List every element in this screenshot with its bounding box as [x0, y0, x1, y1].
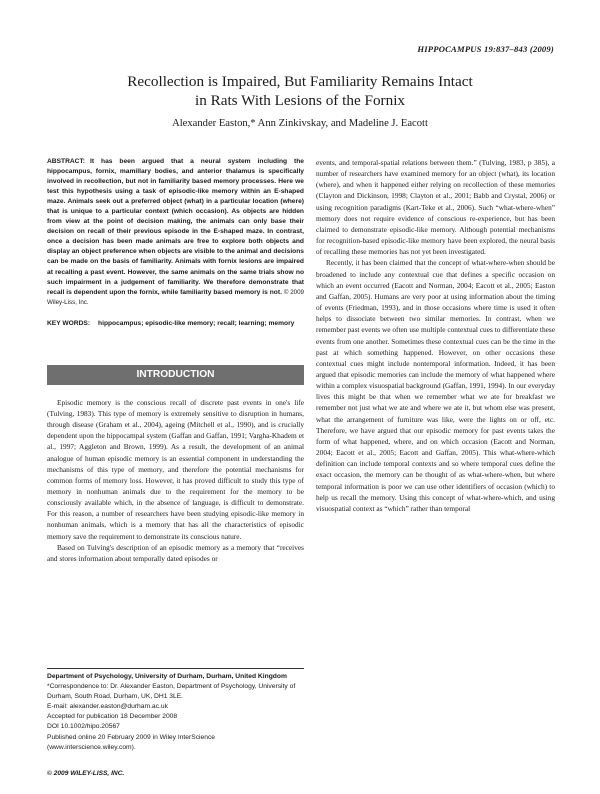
doi: DOI 10.1002/hipo.20567 [47, 723, 120, 731]
affiliation: Department of Psychology, University of Durham, Durham, United Kingdom [47, 673, 287, 680]
published-online: Published online 20 February 2009 in Wiley InterScience (www.interscience.wiley.com). [47, 733, 216, 751]
title-line-2: in Rats With Lesions of the Fornix [194, 92, 406, 109]
abstract-copyright: © 2009 Wiley-Liss, Inc. [47, 288, 304, 306]
left-column [47, 157, 304, 564]
title-line-1: Recollection is Impaired, But Familiarity Remains Intact [127, 73, 473, 90]
correspondence: *Correspondence to: Dr. Alexander Easton, Department of Psychology, University of Durham, South Road, Durham, UK, DH1 3LE. [47, 683, 296, 701]
intro-paragraph: Based on Tulving's description of an episodic memory as a memory that “receives and stores information about temporally dated episodes or [47, 542, 304, 563]
keywords-text: hippocampus; episodic-like memory; recall; learning; memory [98, 319, 295, 327]
keywords-label: KEY WORDS: [47, 319, 91, 327]
accepted-date: Accepted for publication 18 December 2008 [47, 713, 178, 721]
abstract-text: It has been argued that a neural system including the hippocampus, fornix, mamillary bodies, and anterior thalamus is specifically involved in recollection, but not in familiarity based memory processes. Here we test this hypothesis using a task of episodic-like memory within an E-shaped maze. Animals seek out a preferred object (what) in a particular location (where) that is unique to a particular context (which occasion). As objects are hidden from view at the point of decision making, the animals can only base their decision on recall of their previous episode in the E-shaped maze. In contrast, once a decision has been made animals are free to explore both objects and display an object preference when objects are visible to the animal and decisions can be made on the basis of familiarity. Animals with fornix lesions are impaired at recalling a past event. However, the same animals on the same trials show no such impairment in a judgement of familiarity. We therefore demonstrate that recall is dependent upon the fornix, while familiarity based memory is not. [47, 158, 304, 296]
introduction-body [47, 397, 304, 564]
footnote-rule [47, 668, 304, 669]
body-paragraph: events, and temporal-spatial relations between them.” (Tulving, 1983, p 385), a number of researchers have examined memory for an object (what), its location (where), and when it happened either relying on recollection of these memories (Clayton and Dickinson, 1998; Clayton et al., 2001; Babb and Crystal, 2006) or using recognition paradigms (Kart-Teke et al., 2006). Such “what-where-when” memory does not require evidence of conscious re-experience, but has been claimed to demonstrate episodic-like memory. Although potential mechanisms for recognition-based episodic-like memory have been explored, the neural basis of recalling these memories has not yet been investigated. [316, 158, 555, 257]
keywords [47, 319, 304, 329]
email: E-mail: alexander.easton@durham.ac.uk [47, 703, 168, 711]
author-footnote [47, 668, 304, 753]
article-title [60, 72, 540, 110]
publisher-copyright: © 2009 WILEY-LISS, INC. [47, 770, 125, 777]
body-paragraph: Recently, it has been claimed that the concept of what-where-when should be broadened to include any contextual cue that defines a specific occasion on which an event occurred (Eacott and Norman, 2004; Eacott et al., 2005; Easton and Gaffan, 2005). Humans are very poor at using information about the timing of events (Friedman, 1993), and in those occasions where time is used it often helps to dissociate between two similar memories. In contrast, when we remember past events we often use multiple contextual cues to differentiate these events from one another. Sometimes these contextual cues can be the time in the past at which something happened. However, on other occasions these contextual cues might include nontemporal information. Indeed, it has been argued that episodic memories can include the memory of what happened where within a complex visuospatial background (Gaffan, 1991, 1994). In our everyday lives this might be that when we remember what we ate for breakfast we remember not just what we ate and where we ate it, but whom else was present, what the arrangement of furniture was like, were the lights on or off, etc. Therefore, we have argued that our episodic memory for past events takes the form of what happened, where, and on which occasion (Eacott and Norman, 2004; Eacott et al., 2005; Eacott and Gaffan, 2005). This what-where-which definition can include temporal contexts and so where temporal cues define the exact occasion, the memory can be thought of as what-where-when, but where temporal information is poor we can use other identifiers of occasion (which) to help us recall the memory. Using this concept of what-where-which, and using visuospatial context as “which” rather than temporal [316, 258, 555, 513]
author-list: Alexander Easton,* Ann Zinkivskay, and Madeline J. Eacott [172, 118, 428, 129]
abstract [47, 157, 304, 308]
right-column [316, 157, 555, 514]
journal-citation: HIPPOCAMPUS 19:837–843 (2009) [417, 44, 554, 54]
section-heading-introduction: INTRODUCTION [47, 365, 304, 385]
intro-paragraph: Episodic memory is the conscious recall of discrete past events in one's life (Tulving, 1983). This type of memory is extremely sensitive to disruption in humans, through disease (Graham et al., 2004), ageing (Mitchell et al., 1990), and is crucially dependent upon the hippocampal system (Gaffan and Gaffan, 1991; Vargha-Khadem et al., 1997; Aggleton and Brown, 1999). As a result, the development of an animal analogue of human episodic memory is an essential component in understanding the mechanisms of this type of memory, and therefore the potential mechanisms for common forms of memory loss. However, it has proved difficult to study this type of memory in nonhuman animals due to the requirement for the memory to be consciously available which, in the absence of language, is difficult to demonstrate. For this reason, a number of researchers have been studying episodic-like memory in nonhuman animals, which is a memory that has all the characteristics of episodic memory save the requirement to demonstrate its conscious nature. [47, 397, 304, 541]
abstract-label: ABSTRACT: [47, 158, 85, 165]
